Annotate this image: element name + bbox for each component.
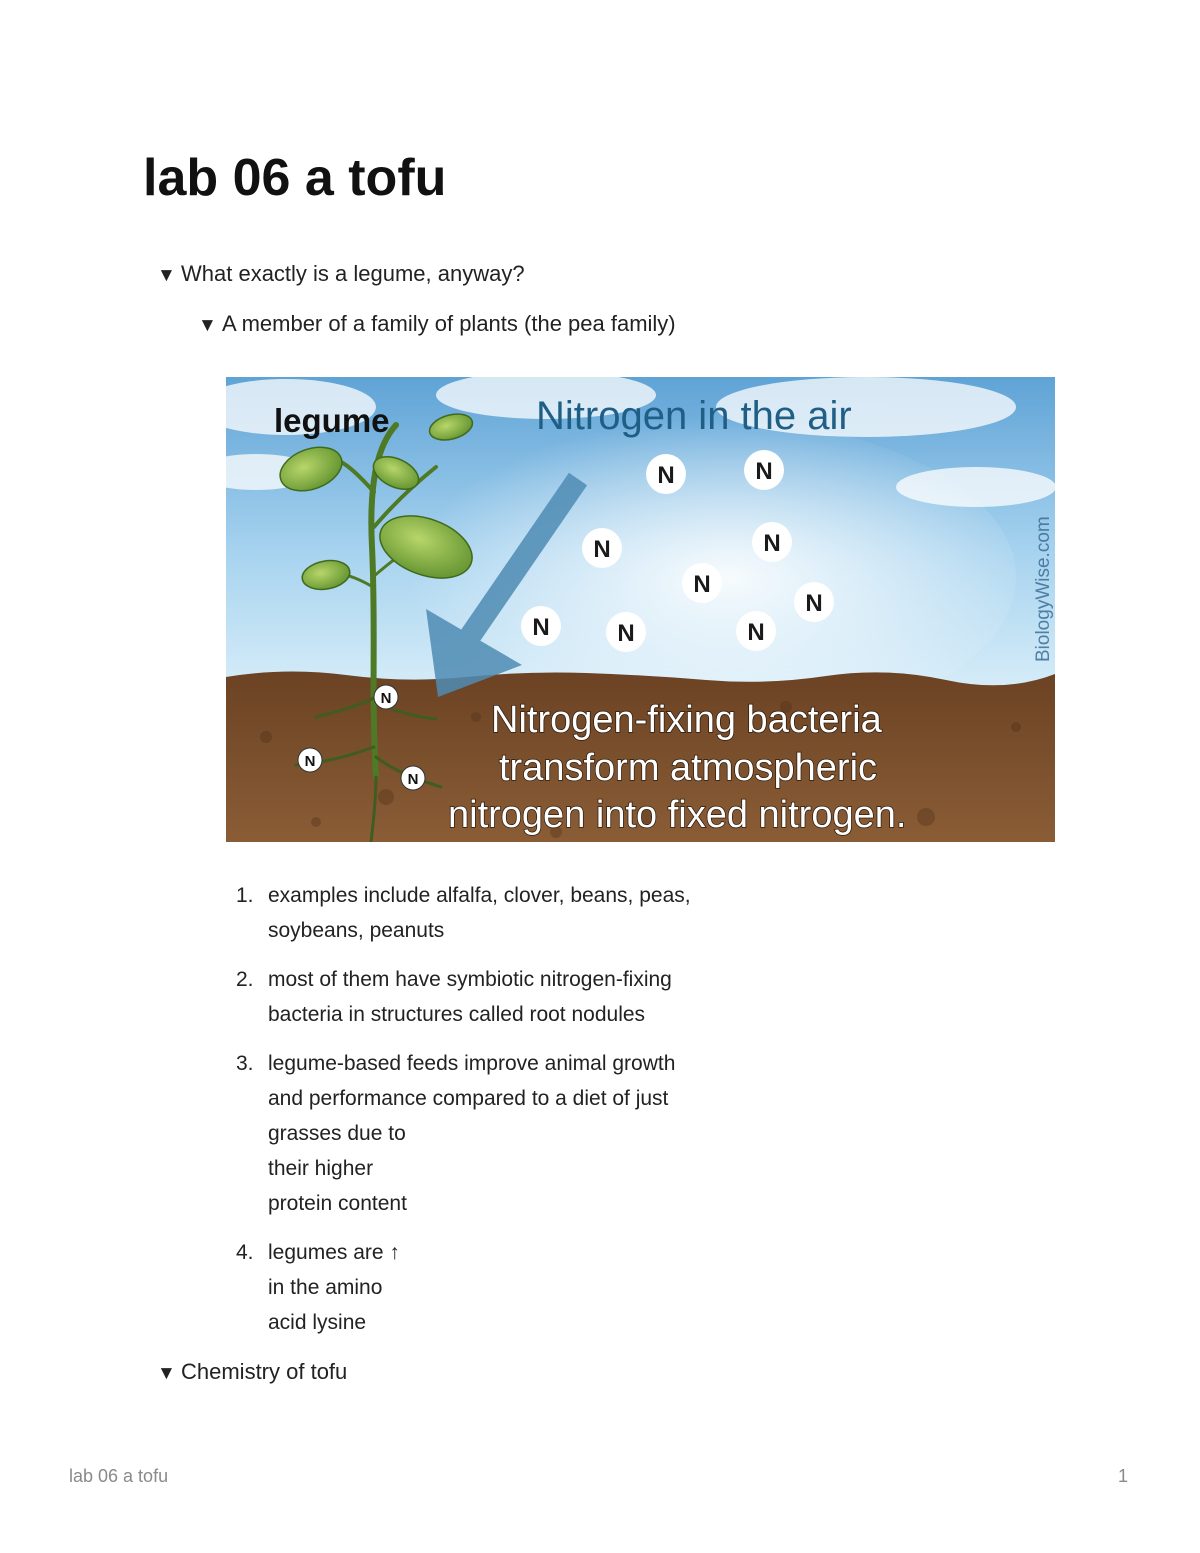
nitrogen-atom bbox=[682, 563, 722, 603]
legume-label: legume bbox=[274, 402, 390, 439]
list-item-line: protein content bbox=[268, 1192, 407, 1215]
list-item-line: in the amino bbox=[268, 1276, 383, 1299]
list-item-line: legumes are ↑ bbox=[268, 1241, 400, 1264]
list-item-line: bacteria in structures called root nodules bbox=[268, 1003, 646, 1026]
svg-text:N: N bbox=[617, 620, 635, 647]
list-item-line: most of them have symbiotic nitrogen-fixing bbox=[268, 968, 672, 991]
svg-text:N: N bbox=[693, 571, 711, 598]
caption-line: Nitrogen-fixing bacteria bbox=[491, 699, 882, 741]
nitrogen-atom bbox=[606, 612, 646, 652]
air-heading: Nitrogen in the air bbox=[536, 394, 852, 438]
figure-caption bbox=[448, 699, 906, 836]
list-item bbox=[236, 878, 756, 948]
list-item bbox=[236, 1235, 756, 1340]
svg-text:N: N bbox=[532, 614, 550, 641]
nitrogen-atom bbox=[646, 454, 686, 494]
svg-text:N: N bbox=[407, 771, 419, 788]
watermark: BiologyWise.com bbox=[1033, 516, 1054, 662]
footer-title: lab 06 a tofu bbox=[69, 1466, 169, 1486]
caption-line: transform atmospheric bbox=[499, 747, 878, 789]
toggle-legume-question[interactable] bbox=[157, 259, 525, 291]
nitrogen-atom bbox=[521, 606, 561, 646]
toggle-label: A member of a family of plants (the pea family) bbox=[222, 311, 676, 336]
page-title: lab 06 a tofu bbox=[143, 149, 447, 207]
toggle-label: Chemistry of tofu bbox=[181, 1359, 348, 1384]
list-item-line: soybeans, peanuts bbox=[268, 919, 445, 942]
nitrogen-fixation-figure bbox=[226, 377, 1055, 842]
nitrogen-atom bbox=[794, 582, 834, 622]
triangle-down-icon[interactable]: ▼ bbox=[157, 265, 176, 286]
list-item bbox=[236, 962, 756, 1032]
svg-text:N: N bbox=[763, 530, 781, 557]
triangle-down-icon[interactable]: ▼ bbox=[157, 1363, 176, 1384]
nodule-atom bbox=[401, 766, 425, 790]
list-item-line: legume-based feeds improve animal growth bbox=[268, 1052, 676, 1075]
caption-line: nitrogen into fixed nitrogen. bbox=[448, 794, 907, 836]
page-number: 1 bbox=[1118, 1466, 1129, 1486]
svg-text:N: N bbox=[755, 458, 773, 485]
toggle-label: What exactly is a legume, anyway? bbox=[181, 261, 525, 286]
nitrogen-atom bbox=[736, 611, 776, 651]
list-item bbox=[236, 1046, 756, 1221]
figure-illustration bbox=[226, 377, 1055, 842]
svg-text:N: N bbox=[380, 690, 392, 707]
nodule-atom bbox=[374, 685, 398, 709]
list-item-line: acid lysine bbox=[268, 1311, 367, 1334]
svg-text:N: N bbox=[805, 590, 823, 617]
svg-text:N: N bbox=[657, 462, 675, 489]
svg-text:N: N bbox=[747, 619, 765, 646]
list-item-line: examples include alfalfa, clover, beans, peas, bbox=[268, 884, 691, 907]
svg-text:N: N bbox=[593, 536, 611, 563]
list-number: 3. bbox=[236, 1052, 254, 1075]
nitrogen-atom bbox=[582, 528, 622, 568]
list-number: 2. bbox=[236, 968, 254, 991]
list-item-line: their higher bbox=[268, 1157, 374, 1180]
triangle-down-icon[interactable]: ▼ bbox=[198, 315, 217, 336]
toggle-chemistry-of-tofu[interactable] bbox=[157, 1357, 347, 1389]
svg-text:N: N bbox=[304, 753, 316, 770]
nodule-atom bbox=[298, 748, 322, 772]
list-number: 1. bbox=[236, 884, 254, 907]
nitrogen-atom bbox=[744, 450, 784, 490]
toggle-pea-family[interactable] bbox=[198, 309, 676, 341]
list-item-line: and performance compared to a diet of just bbox=[268, 1087, 669, 1110]
list-item-line: grasses due to bbox=[268, 1122, 406, 1145]
legume-facts-list bbox=[236, 878, 756, 1354]
list-number: 4. bbox=[236, 1241, 254, 1264]
nitrogen-atom bbox=[752, 522, 792, 562]
